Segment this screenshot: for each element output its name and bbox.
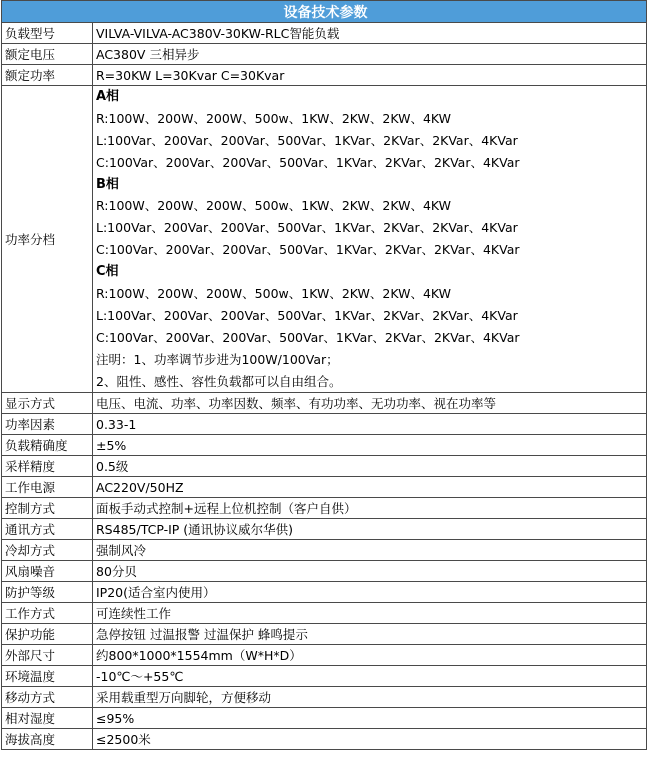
table-row [2, 666, 647, 687]
row-value: RS485/TCP-IP (通讯协议威尔华供) [93, 519, 647, 540]
row-label: 采样精度 [2, 456, 93, 477]
row-label: 外部尺寸 [2, 645, 93, 666]
power-step-line: L:100Var、200Var、200Var、500Var、1KVar、2KVar、2KVar、4KVar [96, 307, 518, 323]
row-label: 保护功能 [2, 624, 93, 645]
table-row [2, 65, 647, 86]
table-row [2, 729, 647, 750]
row-label: 工作方式 [2, 603, 93, 624]
table-row [2, 708, 647, 729]
power-step-line: 2、阻性、感性、容性负载都可以自由组合。 [96, 373, 342, 389]
table-row [2, 477, 647, 498]
power-step-line: R:100W、200W、200W、500w、1KW、2KW、2KW、4KW [96, 286, 452, 302]
table-row [2, 603, 647, 624]
row-value: 电压、电流、功率、功率因数、频率、有功功率、无功功率、视在功率等 [93, 393, 647, 414]
row-label: 防护等级 [2, 582, 93, 603]
row-value: ±5% [93, 435, 647, 456]
table-row [2, 561, 647, 582]
power-step-line: C:100Var、200Var、200Var、500Var、1KVar、2KVar、2KVar、4KVar [96, 329, 520, 345]
power-steps-row [2, 86, 647, 393]
power-step-line: C:100Var、200Var、200Var、500Var、1KVar、2KVar、2KVar、4KVar [96, 242, 520, 258]
row-value: ≤2500米 [93, 729, 647, 750]
power-step-line: L:100Var、200Var、200Var、500Var、1KVar、2KVar、2KVar、4KVar [96, 132, 518, 148]
row-value: 强制风冷 [93, 540, 647, 561]
table-row [2, 624, 647, 645]
row-label: 负载型号 [2, 23, 93, 44]
row-label: 工作电源 [2, 477, 93, 498]
row-label: 风扇噪音 [2, 561, 93, 582]
power-step-line: C:100Var、200Var、200Var、500Var、1KVar、2KVar、2KVar、4KVar [96, 154, 520, 170]
table-row [2, 456, 647, 477]
power-step-line: R:100W、200W、200W、500w、1KW、2KW、2KW、4KW [96, 198, 452, 214]
row-label: 额定电压 [2, 44, 93, 65]
row-value: AC220V/50HZ [93, 477, 647, 498]
row-value: 约800*1000*1554mm（W*H*D） [93, 645, 647, 666]
row-value: 面板手动式控制+远程上位机控制（客户自供） [93, 498, 647, 519]
row-label: 负载精确度 [2, 435, 93, 456]
table-title: 设备技术参数 [2, 1, 647, 23]
table-row [2, 393, 647, 414]
row-value: 80分贝 [93, 561, 647, 582]
row-label: 相对湿度 [2, 708, 93, 729]
phase-heading: C相 [96, 264, 119, 280]
power-step-line: L:100Var、200Var、200Var、500Var、1KVar、2KVar、2KVar、4KVar [96, 220, 518, 236]
row-label: 海拔高度 [2, 729, 93, 750]
row-label: 显示方式 [2, 393, 93, 414]
row-label: 功率因素 [2, 414, 93, 435]
row-value: AC380V 三相异步 [93, 44, 647, 65]
row-label: 控制方式 [2, 498, 93, 519]
table-row [2, 414, 647, 435]
table-row [2, 519, 647, 540]
power-step-line: 注明：1、功率调节步进为100W/100Var； [96, 351, 339, 367]
row-value: 0.5级 [93, 456, 647, 477]
table-row [2, 23, 647, 44]
phase-heading: B相 [96, 176, 119, 192]
row-value: 采用载重型万向脚轮，方便移动 [93, 687, 647, 708]
table-row [2, 645, 647, 666]
row-label: 环境温度 [2, 666, 93, 687]
row-value: R=30KW L=30Kvar C=30Kvar [93, 65, 647, 86]
row-label: 通讯方式 [2, 519, 93, 540]
row-value: 0.33-1 [93, 414, 647, 435]
table-row [2, 498, 647, 519]
table-row [2, 687, 647, 708]
power-step-line: R:100W、200W、200W、500w、1KW、2KW、2KW、4KW [96, 110, 452, 126]
row-value: ≤95% [93, 708, 647, 729]
row-label: 移动方式 [2, 687, 93, 708]
power-steps-list [93, 86, 647, 393]
spec-table [1, 0, 647, 750]
table-row [2, 582, 647, 603]
title-row [2, 1, 647, 23]
table-row [2, 435, 647, 456]
row-label: 额定功率 [2, 65, 93, 86]
row-value: 急停按钮 过温报警 过温保护 蜂鸣提示 [93, 624, 647, 645]
row-label: 功率分档 [2, 86, 93, 393]
row-value: IP20(适合室内使用） [93, 582, 647, 603]
row-value: 可连续性工作 [93, 603, 647, 624]
row-value: -10℃～+55℃ [93, 666, 647, 687]
table-row [2, 540, 647, 561]
row-label: 冷却方式 [2, 540, 93, 561]
row-value: VILVA-VILVA-AC380V-30KW-RLC智能负载 [93, 23, 647, 44]
table-row [2, 44, 647, 65]
phase-heading: A相 [96, 89, 120, 104]
